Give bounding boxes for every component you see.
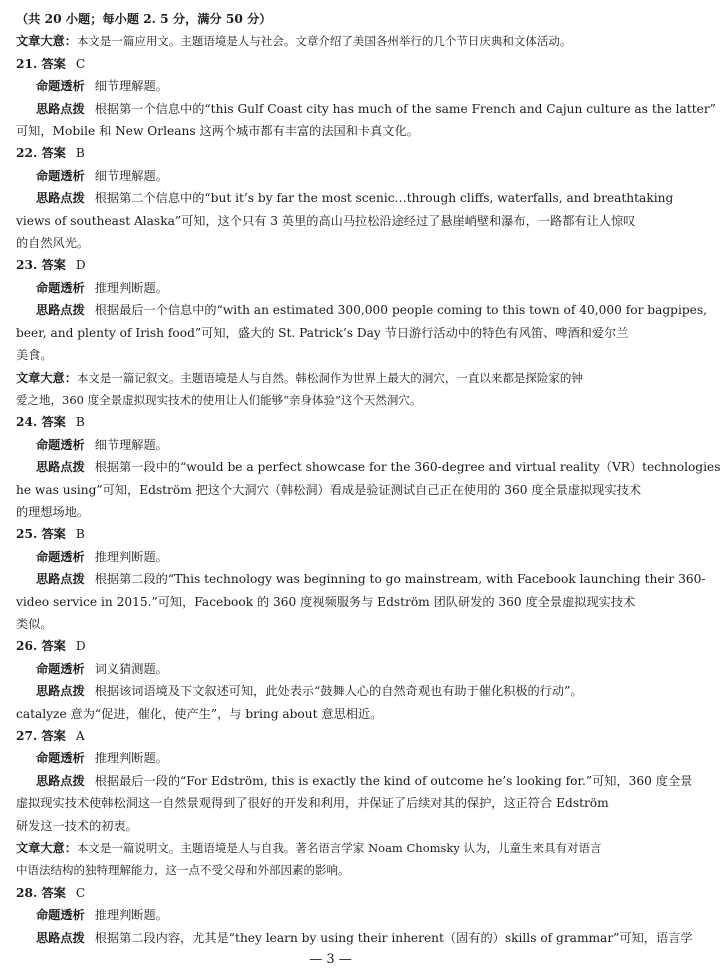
page-number: — 3 — [309, 952, 352, 967]
analysis-label: 命题透析 [36, 549, 85, 564]
hint-text: 根据第二个信息中的“but it’s by far the most scenic…through cliffs, waterfalls, and breathtaking [94, 191, 674, 206]
analysis-text: 细节理解题。 [94, 79, 168, 94]
question-number: 26. 答案 [16, 639, 66, 654]
analysis-label: 命题透析 [36, 437, 85, 452]
question-number: 23. 答案 [16, 258, 66, 273]
answer-27 [16, 725, 648, 747]
answer-21 [16, 53, 648, 75]
question-number: 27. 答案 [16, 729, 66, 743]
answer-letter: C [75, 885, 86, 900]
passage-summary-2 [16, 367, 648, 389]
hint-23-continued: beer, and plenty of Irish food”可知，盛大的 St. Patrick’s Day 节日游行活动中的特色有风笛、啤酒和爱尔兰 [16, 325, 629, 340]
analysis-label: 命题透析 [36, 751, 85, 766]
passage-summary-3-continued [16, 859, 648, 881]
analysis-text: 推理判断题。 [94, 549, 168, 564]
analysis-label: 命题透析 [36, 168, 85, 183]
summary-text: 本文是一篇应用文。主题语境是人与社会。文章介绍了美国各州举行的几个节日庆典和文体活动。 [76, 34, 572, 49]
section-header: （共 20 小题；每小题 2. 5 分，满分 50 分） [16, 12, 272, 26]
hint-label: 思路点拨 [36, 460, 85, 475]
hint-text: 根据最后一个信息中的“with an estimated 300,000 people coming to this town of 40,000 for bagpipes, [94, 303, 707, 318]
passage-summary-2-continued [16, 389, 648, 411]
passage-summary-3 [16, 837, 648, 859]
answer-letter: C [75, 56, 86, 71]
analysis-text: 词义猜测题。 [94, 661, 168, 676]
hint-26-continued: catalyze 意为“促进，催化，使产生”，与 bring about 意思相近。 [16, 706, 383, 721]
analysis-text: 细节理解题。 [94, 168, 168, 183]
hint-23-continued-2: 美食。 [16, 348, 53, 363]
hint-27-continued: 虚拟现实技术使韩松洞这一自然景观得到了很好的开发和利用，并保证了后续对其的保护，这正符合 Edström [16, 796, 609, 811]
question-number: 25. 答案 [16, 527, 66, 542]
analysis-25 [16, 546, 648, 568]
answer-letter: B [75, 527, 85, 542]
passage-summary-1 [16, 30, 648, 52]
hint-25-continued: video service in 2015.”可知，Facebook 的 360 度视频服务与 Edström 团队研发的 360 度全景虚拟现实技术 [16, 594, 636, 609]
hint-24-continued-2: 的理想场地。 [16, 504, 90, 519]
hint-label: 思路点拨 [36, 303, 85, 318]
hint-text: 根据第二段的“This technology was beginning to go mainstream, with Facebook launching their 360- [94, 572, 706, 587]
answer-25 [16, 523, 648, 545]
analysis-label: 命题透析 [36, 908, 85, 923]
hint-22-continued: views of southeast Alaska”可知，这个只有 3 英里的高山马拉松沿途经过了悬崖峭壁和瀑布，一路都有让人惊叹 [16, 213, 636, 228]
analysis-24 [16, 434, 648, 456]
question-number: 22. 答案 [16, 146, 66, 161]
hint-label: 思路点拨 [36, 684, 85, 699]
analysis-text: 细节理解题。 [94, 437, 168, 452]
hint-label: 思路点拨 [36, 191, 85, 206]
hint-label: 思路点拨 [36, 572, 85, 587]
answer-letter: D [75, 639, 86, 654]
hint-25-continued-2: 类似。 [16, 616, 53, 631]
summary-text: 爱之地，360 度全景虚拟现实技术的使用让人们能够“亲身体验”这个天然洞穴。 [16, 392, 422, 407]
hint-24 [16, 456, 720, 478]
analysis-label: 命题透析 [36, 79, 85, 94]
hint-text: 根据第一个信息中的“this Gulf Coast city has much of the same French and Cajun culture as the latter” [94, 101, 716, 116]
analysis-label: 命题透析 [36, 280, 85, 295]
question-number: 21. 答案 [16, 56, 66, 71]
analysis-22 [16, 165, 648, 187]
hint-28 [16, 927, 693, 949]
hint-21-continued: 可知，Mobile 和 New Orleans 这两个城市都有丰富的法国和卡真文化。 [16, 124, 419, 139]
hint-22 [16, 187, 674, 209]
summary-text: 中语法结构的独特理解能力，这一点不受父母和外部因素的影响。 [16, 863, 350, 878]
hint-23 [16, 299, 707, 321]
summary-label: 文章大意： [16, 370, 77, 385]
hint-26 [16, 680, 648, 702]
hint-25 [16, 568, 706, 590]
answer-24 [16, 411, 648, 433]
summary-label: 文章大意： [16, 841, 77, 856]
hint-22-continued-2: 的自然风光。 [16, 236, 90, 251]
hint-label: 思路点拨 [36, 773, 85, 788]
hint-text: 根据最后一段的“For Edström, this is exactly the kind of outcome he’s looking for.”可知，360 度全景 [94, 773, 693, 788]
summary-label: 文章大意： [16, 34, 77, 49]
answer-document [16, 8, 720, 949]
analysis-23 [16, 277, 648, 299]
hint-text: 根据第二段内容，尤其是“they learn by using their inherent（固有的）skills of grammar”可知，语言学 [94, 930, 693, 945]
answer-28 [16, 882, 648, 904]
analysis-text: 推理判断题。 [94, 751, 168, 766]
hint-text: 根据该词语境及下文叙述可知，此处表示“鼓舞人心的自然奇观也有助于催化积极的行动”。 [94, 684, 583, 699]
hint-24-continued: he was using”可知，Edström 把这个大洞穴（韩松洞）看成是验证测试自己正在使用的 360 度全景虚拟现实技术 [16, 482, 642, 497]
answer-letter: B [75, 415, 85, 430]
hint-27-continued-2: 研发这一技术的初衷。 [16, 818, 138, 833]
analysis-28 [16, 904, 648, 926]
question-number: 24. 答案 [16, 415, 66, 430]
summary-text: 本文是一篇说明文。主题语境是人与自我。著名语言学家 Noam Chomsky 认为，儿童生来具有对语言 [76, 841, 602, 856]
analysis-21 [16, 75, 648, 97]
answer-23 [16, 254, 648, 276]
hint-text: 根据第一段中的“would be a perfect showcase for the 360-degree and virtual reality（VR）technologies [94, 460, 720, 475]
question-number: 28. 答案 [16, 885, 66, 900]
answer-letter: B [75, 146, 85, 161]
analysis-text: 推理判断题。 [94, 280, 168, 295]
answer-letter: A [75, 729, 85, 743]
analysis-text: 推理判断题。 [94, 908, 168, 923]
hint-27 [16, 770, 693, 792]
answer-22 [16, 142, 648, 164]
answer-26 [16, 635, 648, 657]
hint-21 [16, 98, 716, 120]
analysis-label: 命题透析 [36, 661, 85, 676]
hint-label: 思路点拨 [36, 101, 85, 116]
answer-letter: D [75, 258, 86, 273]
summary-text: 本文是一篇记叙文。主题语境是人与自然。韩松洞作为世界上最大的洞穴，一直以来都是探险家的钟 [76, 370, 583, 385]
hint-label: 思路点拨 [36, 930, 85, 945]
analysis-26 [16, 658, 648, 680]
analysis-27 [16, 747, 648, 769]
